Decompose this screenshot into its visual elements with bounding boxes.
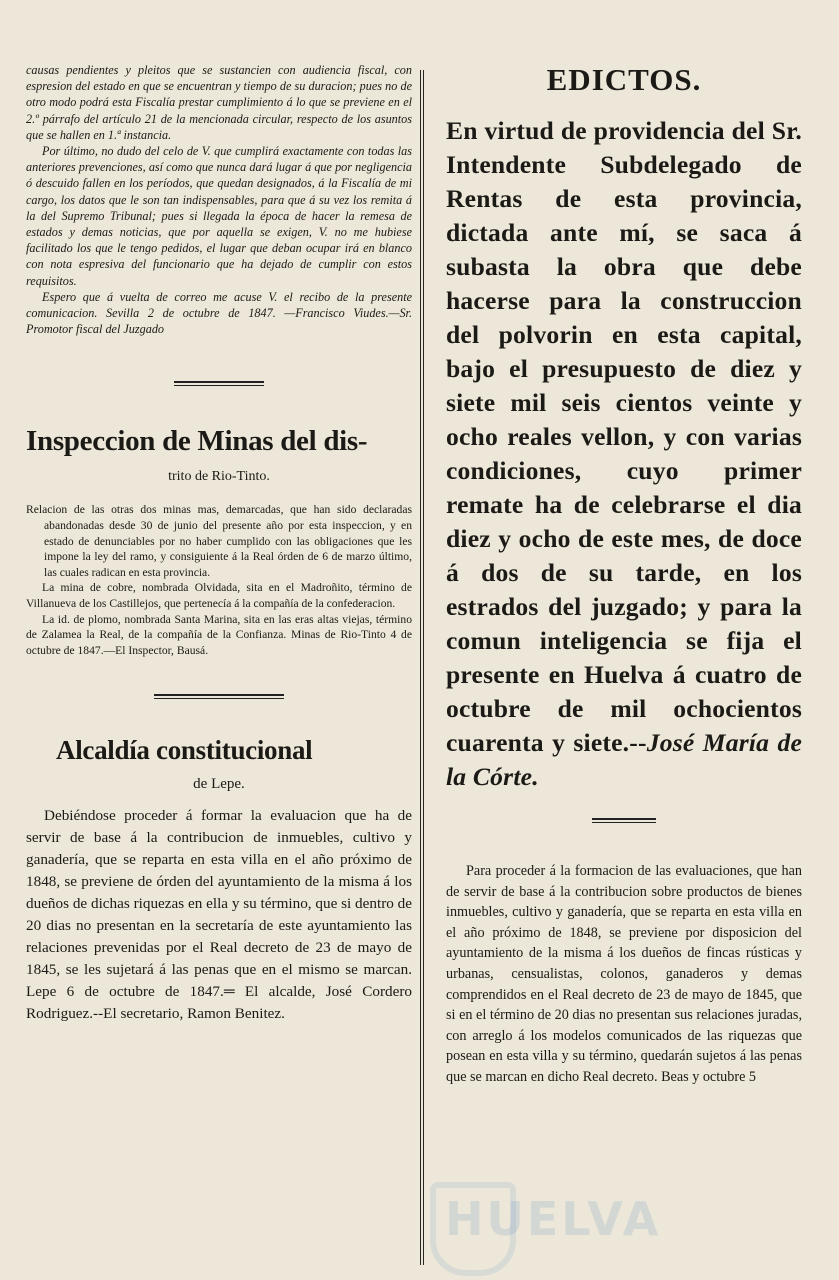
alcaldia-section bbox=[26, 733, 412, 1025]
watermark-logo: HUELVA bbox=[445, 1192, 662, 1246]
beas-section bbox=[446, 861, 802, 1088]
edictos-title: EDICTOS. bbox=[546, 62, 702, 97]
minas-paragraph: La mina de cobre, nombrada Olvidada, sita en el Madroñito, término de Villanueva de los Castillejos, que pertenecía á la compañía de la confederacion. bbox=[26, 581, 412, 611]
alcaldia-paragraph: Debiéndose proceder á formar la evaluacion que ha de servir de base á la contribucion de inmuebles, cultivo y ganadería, que se reparta en esta villa en el año próximo de 1848, se previene de órden del ayuntamiento de la misma á los dueños de dichas riquezas en ella y su término, que si dentro de 20 dias no presentan en la secretaría de este ayuntamiento las relaciones prevenidas por el Real decreto de 23 de mayo de 1845, se les sujetará á las penas que en el mismo se marcan. Lepe 6 de octubre de 1847.═ El alcalde, José Cordero Rodriguez.--El secretario, Ramon Benitez. bbox=[26, 807, 412, 1023]
minas-section bbox=[26, 424, 412, 658]
alcaldia-subtitle: de Lepe. bbox=[193, 776, 245, 793]
minas-title: Inspeccion de Minas del dis- bbox=[26, 425, 368, 458]
minas-paragraph: La id. de plomo, nombrada Santa Marina, sita en las eras altas viejas, término de Zalamea la Real, de la compañía de la Confianza. Minas de Rio-Tinto 4 de octubre de 1847.—El Inspector, Bausá. bbox=[26, 612, 412, 657]
edictos-text: En virtud de providencia del Sr. Intendente Subdelegado de Rentas de esta provincia, dictada ante mí, se saca á subasta la obra que debe hacerse para la construccion del polvorin en esta capital, bajo el presupuesto de diez y siete mil seis cientos veinte y ocho reales vellon, y con varias condiciones, cuyo primer remate ha de celebrarse el dia diez y ocho de este mes, de doce á dos de su tarde, en los estrados del juzgado; y para la comun inteligencia se fija el presente en Huelva á cuatro de octubre de mil ochocientos cuarenta y siete.-- bbox=[446, 116, 802, 757]
circular-paragraph: Espero que á vuelta de correo me acuse V. el recibo de la presente comunicacion. Sevilla 2 de octubre de 1847. —Francisco Viudes.—Sr. Promotor fiscal del Juzgado bbox=[26, 289, 412, 337]
alcaldia-title: Alcaldía constitucional bbox=[56, 735, 313, 766]
circular-text bbox=[26, 62, 412, 337]
minas-paragraph: Relacion de las otras dos minas mas, demarcadas, que han sido declaradas abandonadas desde 30 de junio del presente año por esta inspeccion, y en estado de denunciables por no haber cumplido con las obligaciones que les impone la ley del ramo, y consiguiente á la Real órden de 6 de marzo último, las cuales radican en esta provincia. bbox=[26, 503, 412, 579]
circular-paragraph: Por último, no dudo del celo de V. que cumplirá exactamente con todas las anteriores prevenciones, así como que nunca dará lugar á que por negligencia ó descuido fallen en los períodos, que quedan designados, á la Fiscalía de mi cargo, los datos que le son tan indispensables, para que á su vez los remita á la del Supremo Tribunal; pues si llegada la época de hacer la remesa de estados y demas noticias, que por aquella se exigen, V. no me hubiese facilitado los que le tengo pedidos, el lugar que deban ocupar irá en blanco con nota espresiva del funcionario que ha dejado de cumplir con estos requisitos. bbox=[26, 144, 412, 288]
minas-subtitle: trito de Rio-Tinto. bbox=[168, 469, 270, 485]
beas-paragraph: Para proceder á la formacion de las evaluaciones, que han de servir de base á la contribucion sobre productos de bienes inmuebles, cultivo y ganadería, que se reparta en esta villa en el año próximo de 1848, se previene por disposicion del ayuntamiento de la misma á los dueños de fincas rústicas y urbanas, censualistas, colonos, ganaderos y demas comprendidos en el Real decreto de 23 de mayo de 1845, que si en el término de 20 dias no presentan sus relaciones juradas, con arreglo á los modelos comunicados de las riquezas que posean en esta villa y su término, quedarán sujetos á las penas que se marcan en dicho Real decreto. Beas y octubre 5 bbox=[446, 863, 802, 1085]
column-divider bbox=[420, 70, 424, 1265]
edictos-signature: José María de la Córte. bbox=[446, 728, 802, 791]
left-column bbox=[26, 62, 412, 1025]
circular-paragraph: causas pendientes y pleitos que se sustancien con audiencia fiscal, con espresion del estado en que se encuentran y tiempo de su duracion; pues no de otro modo podrá esta Fiscalía prestar cumplimiento á lo que se previene en el 2.º párrafo del artículo 21 de la mencionada circular, respecto de los asuntos que se hallen en 1.ª instancia. bbox=[26, 63, 412, 142]
edictos-paragraph bbox=[446, 114, 802, 794]
right-column bbox=[446, 62, 802, 1088]
